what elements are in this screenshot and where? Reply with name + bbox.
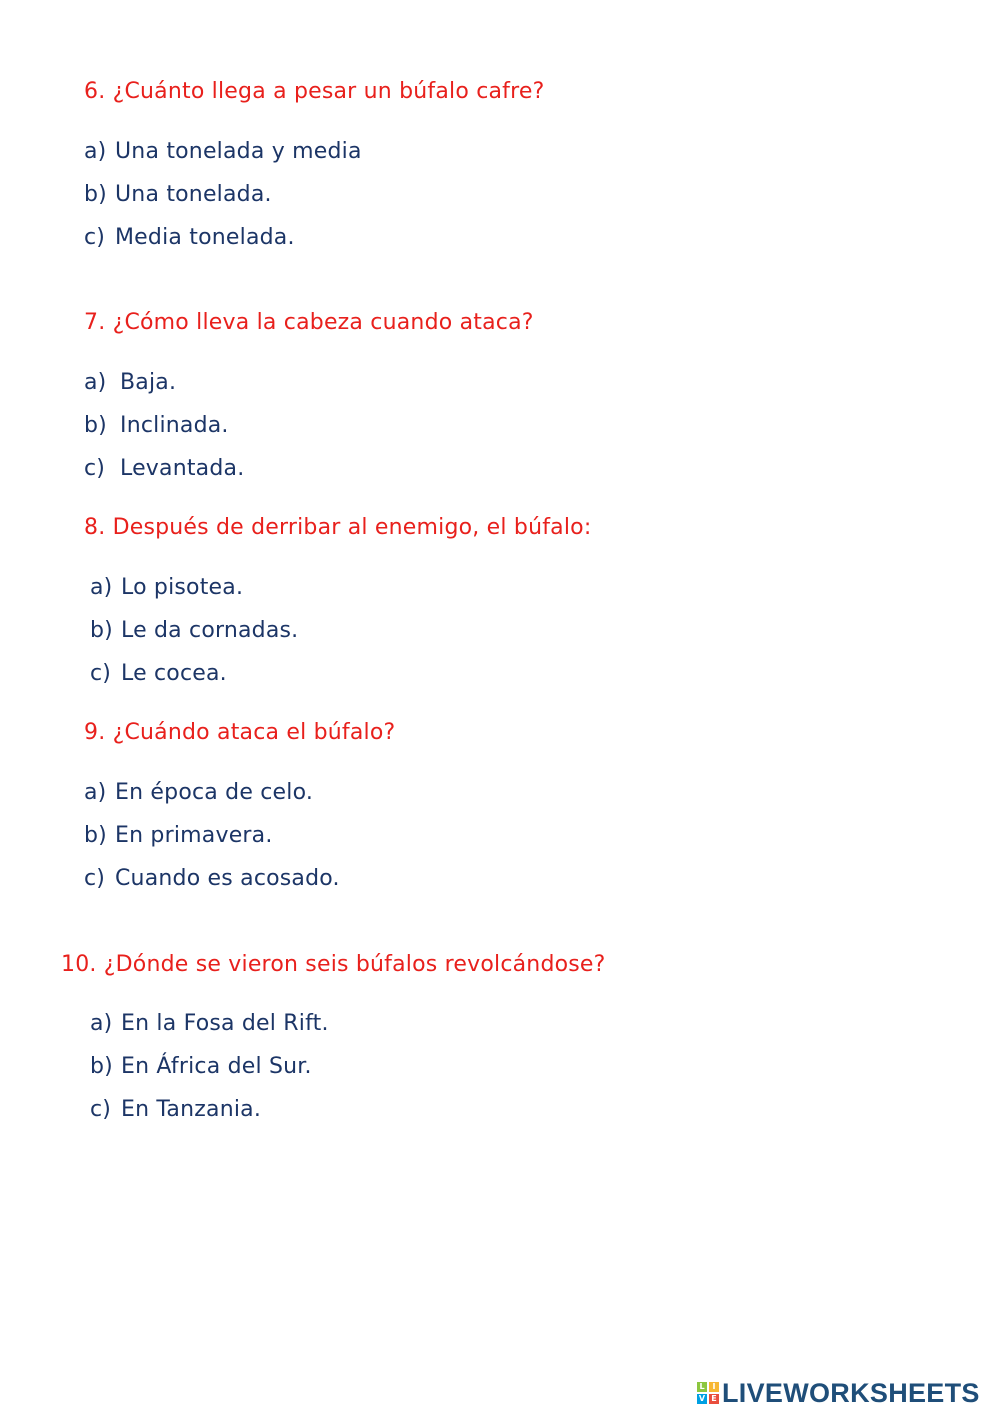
option-text: Cuando es acosado. [115, 866, 340, 891]
option-text: Baja. [120, 370, 177, 395]
option-letter: a) [84, 780, 107, 805]
question-9-option-c[interactable] [84, 866, 340, 891]
question-6-option-c[interactable] [84, 225, 295, 250]
question-8-option-a[interactable] [90, 575, 243, 600]
option-text: Una tonelada y media [115, 139, 362, 164]
option-letter: b) [90, 618, 113, 643]
option-text: Le cocea. [121, 661, 227, 686]
option-text: En Tanzania. [121, 1097, 262, 1122]
option-letter: a) [84, 370, 107, 395]
option-letter: c) [84, 866, 106, 891]
question-7-option-b[interactable] [84, 413, 229, 438]
option-letter: c) [90, 1097, 112, 1122]
question-10: 10. ¿Dónde se vieron seis búfalos revolcándose? [61, 952, 606, 977]
question-10-option-a[interactable] [90, 1011, 329, 1036]
question-6-option-b[interactable] [84, 182, 272, 207]
option-letter: a) [90, 1011, 113, 1036]
question-7-option-a[interactable] [84, 370, 176, 395]
option-letter: b) [84, 823, 107, 848]
option-text: En África del Sur. [121, 1054, 312, 1079]
option-text: Una tonelada. [115, 182, 272, 207]
question-6-option-a[interactable] [84, 139, 362, 164]
logo-tile-l: L [697, 1382, 707, 1392]
liveworksheets-logo [697, 1376, 980, 1410]
liveworksheets-logo-text: LIVEWORKSHEETS [722, 1377, 980, 1408]
option-letter: a) [90, 575, 113, 600]
liveworksheets-logo-mark [697, 1382, 719, 1404]
question-9-option-b[interactable] [84, 823, 273, 848]
option-text: Levantada. [120, 456, 245, 481]
option-letter: c) [84, 456, 106, 481]
option-text: En primavera. [115, 823, 273, 848]
question-9: 9. ¿Cuándo ataca el búfalo? [84, 720, 396, 745]
option-letter: a) [84, 139, 107, 164]
option-text: En época de celo. [115, 780, 314, 805]
option-letter: c) [90, 661, 112, 686]
option-letter: b) [84, 413, 107, 438]
option-text: Inclinada. [120, 413, 229, 438]
logo-tile-v: V [698, 1394, 706, 1403]
option-text: Media tonelada. [115, 225, 295, 250]
option-letter: c) [84, 225, 106, 250]
option-text: Lo pisotea. [121, 575, 244, 600]
question-7-option-c[interactable] [84, 456, 244, 481]
question-8-option-b[interactable] [90, 618, 298, 643]
question-8: 8. Después de derribar al enemigo, el búfalo: [84, 515, 592, 540]
logo-tile-i: I [709, 1382, 719, 1392]
option-text: Le da cornadas. [121, 618, 299, 643]
option-letter: b) [90, 1054, 113, 1079]
question-10-option-b[interactable] [90, 1054, 312, 1079]
question-6: 6. ¿Cuánto llega a pesar un búfalo cafre? [84, 79, 545, 104]
question-10-option-c[interactable] [90, 1097, 261, 1122]
question-8-option-c[interactable] [90, 661, 227, 686]
option-letter: b) [84, 182, 107, 207]
logo-tile-e: E [709, 1394, 719, 1404]
question-7: 7. ¿Cómo lleva la cabeza cuando ataca? [84, 310, 534, 335]
question-9-option-a[interactable] [84, 780, 313, 805]
option-text: En la Fosa del Rift. [121, 1011, 329, 1036]
